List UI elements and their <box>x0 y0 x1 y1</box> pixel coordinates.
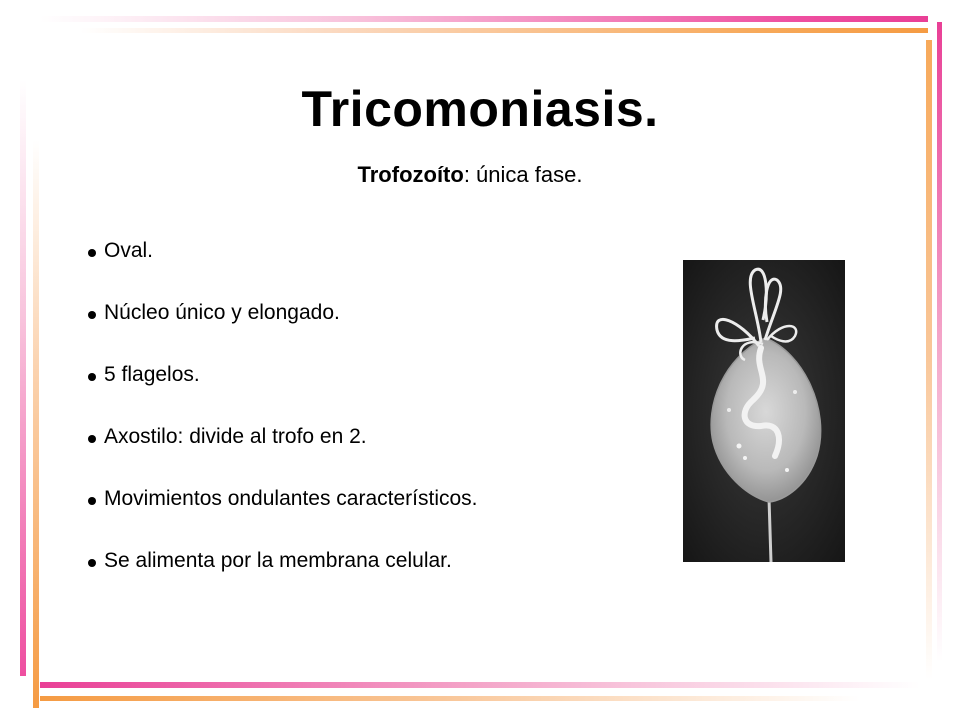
bullet-text: Movimientos ondulantes característicos. <box>104 487 478 510</box>
bullet-text: Oval. <box>104 239 154 262</box>
trichomonas-micrograph <box>683 260 845 562</box>
list-item <box>88 422 478 484</box>
frame-bar-top-orange <box>80 28 928 33</box>
bullet-list <box>88 236 478 608</box>
bullet-icon <box>88 497 96 505</box>
list-item <box>88 236 478 298</box>
bullet-icon <box>88 373 96 381</box>
bullet-icon <box>88 249 96 257</box>
bullet-text: Núcleo único y elongado. <box>104 301 340 324</box>
frame-bar-left-orange <box>33 140 39 708</box>
bullet-text: 5 flagelos. <box>104 363 200 386</box>
slide-title: Tricomoniasis. <box>301 81 659 137</box>
frame-bar-top-pink <box>40 16 928 22</box>
list-item <box>88 484 478 546</box>
bullet-text: Axostilo: divide al trofo en 2. <box>104 425 367 448</box>
list-item <box>88 360 478 422</box>
subtitle-term: Trofozoíto <box>357 162 464 187</box>
bullet-icon <box>88 311 96 319</box>
subtitle-rest: : única fase. <box>463 162 583 187</box>
bullet-icon <box>88 559 96 567</box>
frame-bar-bottom-pink <box>40 682 920 688</box>
bullet-icon <box>88 435 96 443</box>
slide-subtitle <box>0 162 940 188</box>
frame-bar-bottom-orange <box>40 696 860 701</box>
list-item <box>88 298 478 360</box>
list-item <box>88 546 478 608</box>
bullet-text: Se alimenta por la membrana celular. <box>104 549 452 572</box>
